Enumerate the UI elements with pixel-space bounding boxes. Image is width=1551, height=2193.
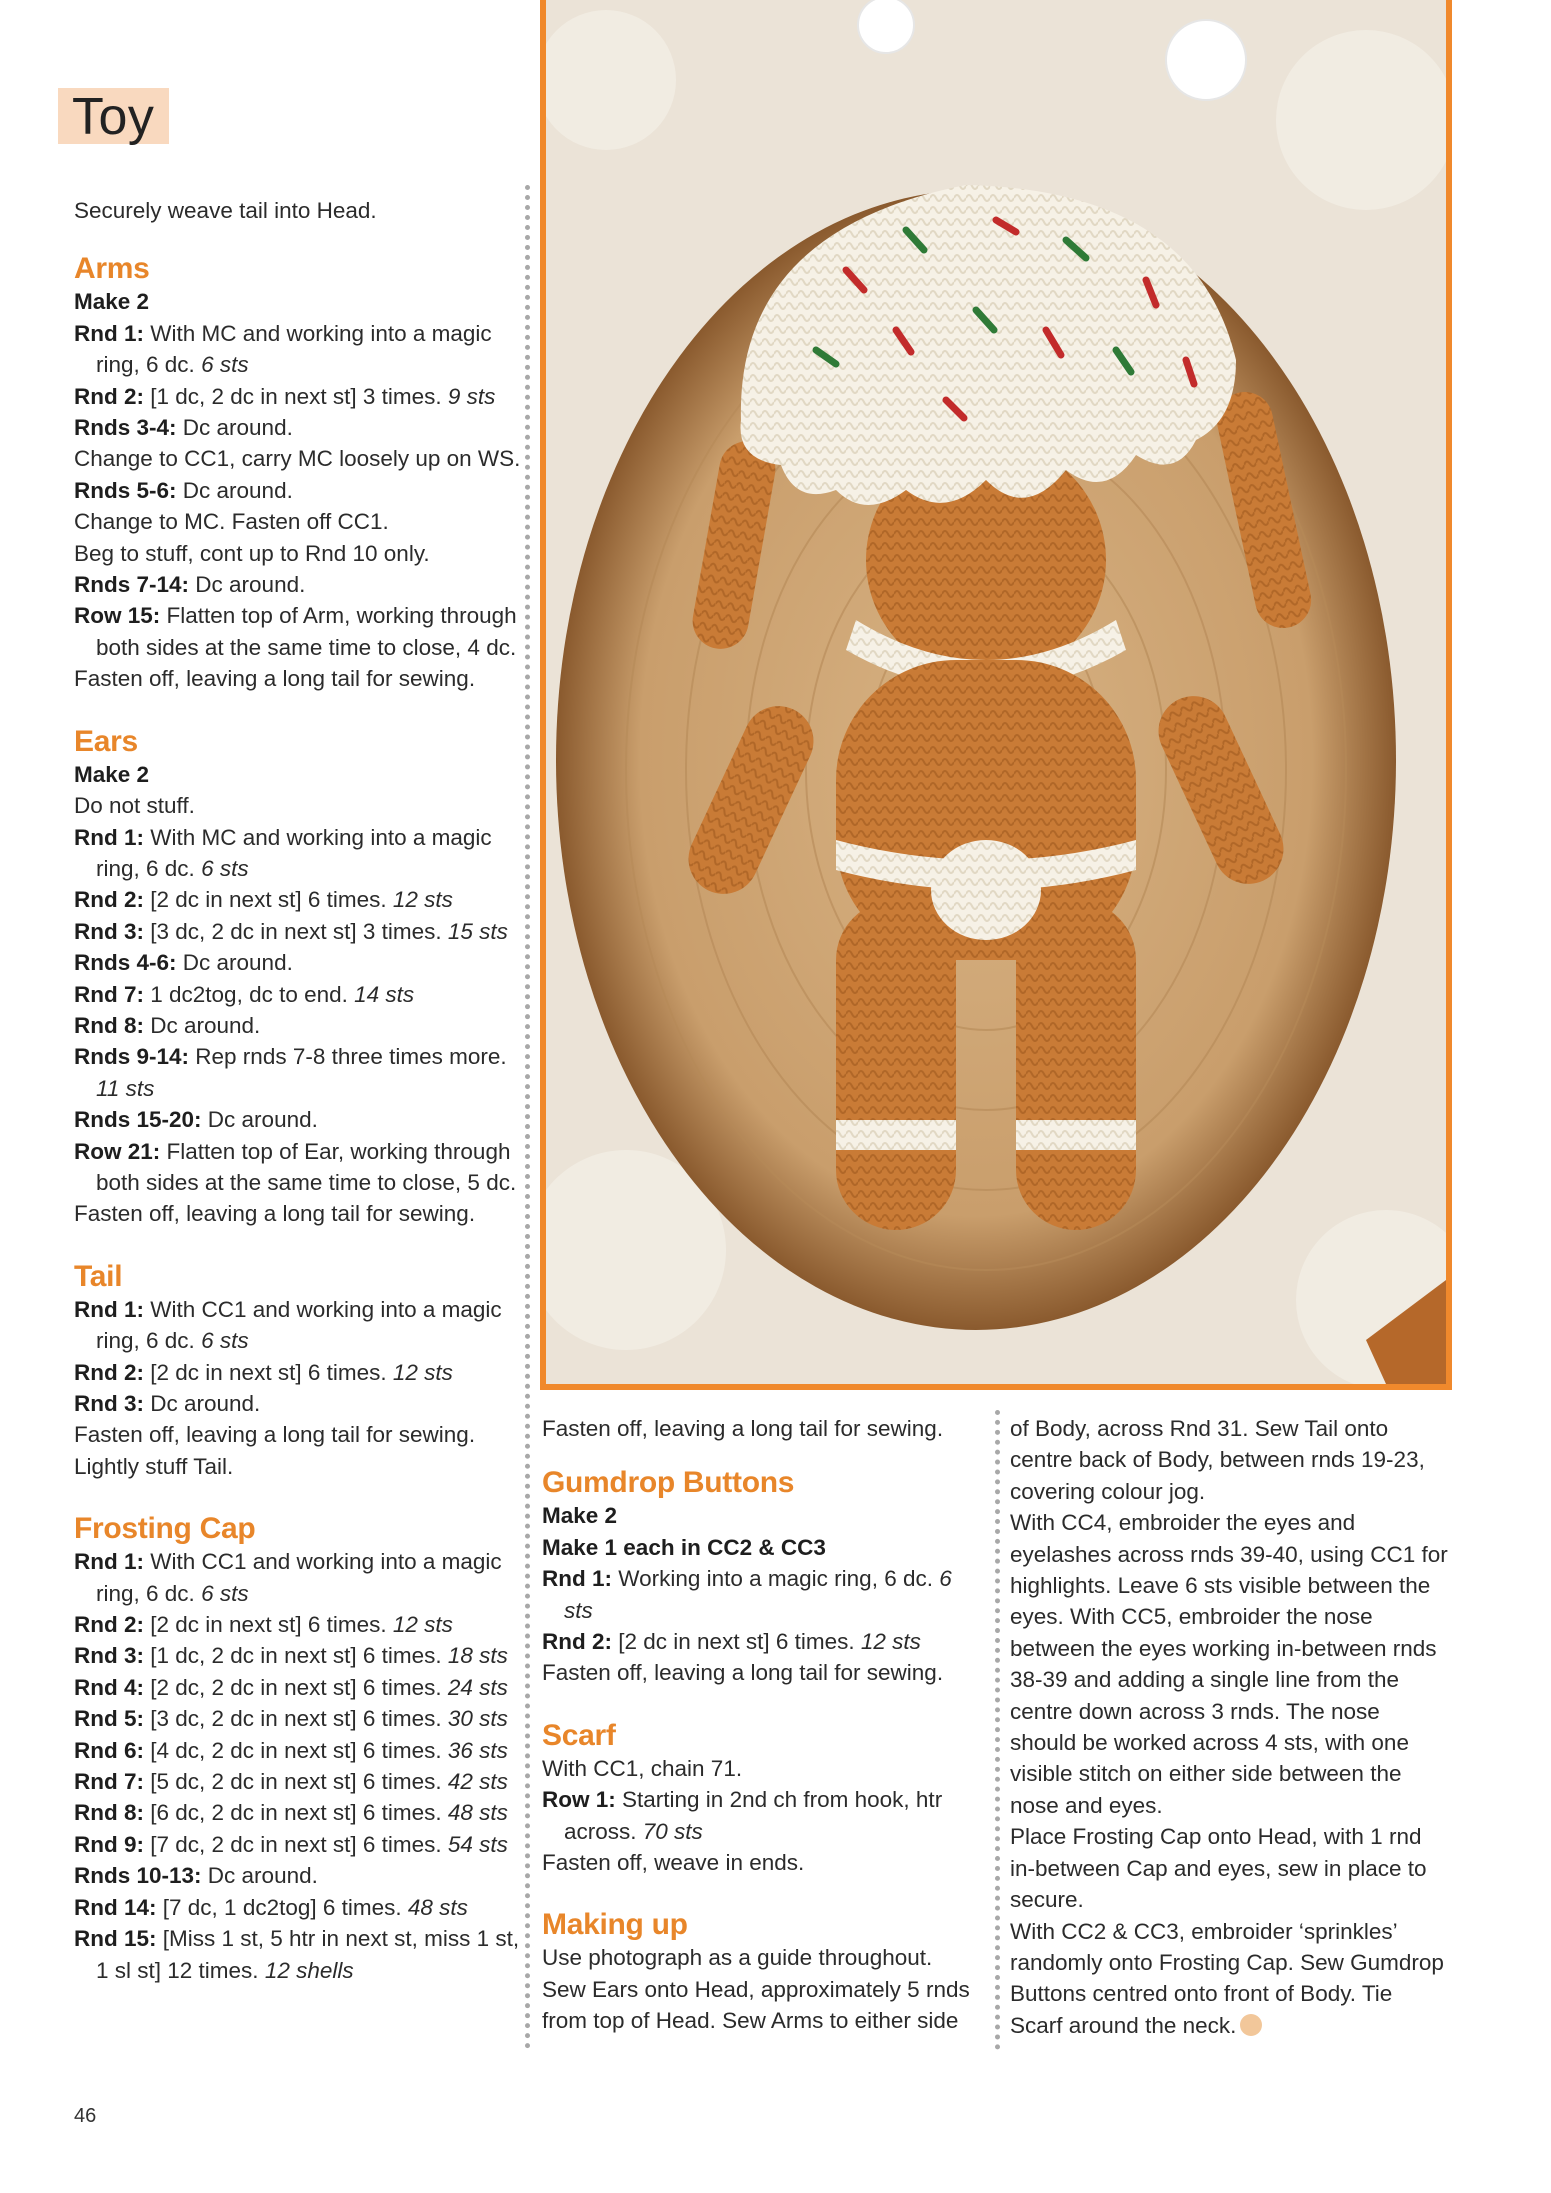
instruction-line [74, 381, 522, 412]
instruction-line [74, 1357, 522, 1388]
stitch-count: 12 shells [264, 1957, 354, 1983]
round-label: Row 15: [74, 603, 161, 629]
instruction-text: With MC and working into a magic ring, 6 dc. [96, 320, 492, 378]
instruction-line [74, 1766, 522, 1797]
round-label: Rnds 3-4: [74, 415, 177, 441]
instruction-text: Fasten off, leaving a long tail for sewing. [74, 1201, 476, 1227]
round-label: Rnd 4: [74, 1674, 144, 1700]
instruction-line [74, 1388, 522, 1419]
round-label: Rnd 1: [74, 1549, 144, 1575]
instruction-text: Dc around. [201, 1863, 318, 1889]
instruction-text: Dc around. [176, 950, 293, 976]
scarf-instructions [542, 1753, 982, 1879]
ears-instructions [74, 790, 522, 1230]
instruction-text: Flatten top of Ear, working through both sides at the same time to close, 5 dc. [96, 1138, 517, 1195]
round-label: Rnd 1: [74, 824, 144, 850]
gumdrop-make: Make 2 [542, 1503, 618, 1529]
instruction-line [74, 790, 522, 821]
scarf-heading: Scarf [542, 1718, 616, 1752]
instruction-text: [3 dc, 2 dc in next st] 6 times. [144, 1706, 448, 1732]
paragraph-text: With CC2 & CC3, embroider ‘sprinkles’ randomly onto Frosting Cap. Sew Gumdrop Buttons centred onto front of Body. Tie Scarf around the neck. [1010, 1918, 1444, 2038]
end-mark-icon [1240, 2014, 1262, 2036]
instruction-line [74, 1797, 522, 1828]
instruction-text: Dc around. [144, 1012, 261, 1038]
round-label: Rnds 7-14: [74, 572, 190, 598]
stitch-count: 6 sts [201, 352, 249, 378]
instruction-line [74, 1136, 522, 1199]
round-label: Rnd 14: [74, 1894, 157, 1920]
instruction-line [74, 663, 522, 694]
paragraph [542, 1942, 982, 1973]
round-label: Rnd 3: [74, 918, 144, 944]
stitch-count: 6 sts [201, 855, 249, 881]
paragraph [1010, 1916, 1450, 2042]
stitch-count: 48 sts [447, 1800, 508, 1826]
instruction-text: Fasten off, leaving a long tail for sewing. [74, 666, 476, 692]
instruction-line [542, 1847, 982, 1878]
stitch-count: 36 sts [447, 1737, 508, 1763]
instruction-text: Dc around. [144, 1391, 261, 1416]
gumdrop-make-colours: Make 1 each in CC2 & CC3 [542, 1534, 826, 1560]
instruction-text: [4 dc, 2 dc in next st] 6 times. [144, 1737, 448, 1763]
stitch-count: 14 sts [354, 981, 415, 1007]
ears-heading: Ears [74, 724, 138, 758]
round-label: Rnd 7: [74, 981, 144, 1007]
round-label: Row 1: [542, 1787, 616, 1813]
instruction-line [74, 318, 522, 381]
stitch-count: 6 sts [564, 1566, 952, 1623]
round-label: Rnd 3: [74, 1643, 144, 1669]
stitch-count: 18 sts [447, 1643, 508, 1669]
instruction-text: Change to CC1, carry MC loosely up on WS. [74, 446, 521, 472]
instruction-text: [2 dc in next st] 6 times. [144, 1612, 393, 1638]
instruction-text: Working into a magic ring, 6 dc. [612, 1566, 940, 1592]
round-label: Rnd 2: [74, 1612, 144, 1638]
gumdrop-instructions [542, 1563, 982, 1689]
instruction-line [74, 600, 522, 663]
gumdrop-intro: Fasten off, leaving a long tail for sewing. [542, 1416, 944, 1441]
instruction-text: Flatten top of Arm, working through both sides at the same time to close, 4 dc. [96, 603, 517, 660]
instruction-text: Dc around. [176, 415, 293, 441]
instruction-line [74, 412, 522, 443]
stitch-count: 12 sts [392, 1359, 453, 1385]
intro-text: Securely weave tail into Head. [74, 198, 377, 223]
round-label: Rnd 1: [542, 1566, 612, 1592]
round-label: Rnd 2: [74, 887, 144, 913]
stitch-count: 6 sts [201, 1580, 249, 1606]
instruction-text: With CC1 and working into a magic ring, 6 dc. [96, 1296, 502, 1354]
instruction-text: Beg to stuff, cont up to Rnd 10 only. [74, 540, 430, 566]
instruction-line [542, 1784, 982, 1847]
instruction-line [74, 947, 522, 978]
instruction-text: Fasten off, leaving a long tail for sewing. [542, 1660, 944, 1686]
instruction-line [74, 1419, 522, 1450]
section-title: Toy [72, 88, 155, 146]
paragraph [1010, 1413, 1450, 1507]
round-label: Rnd 1: [74, 320, 144, 346]
frosting-instructions [74, 1546, 522, 1986]
column-divider [995, 1410, 1000, 2050]
instruction-text: 1 dc2tog, dc to end. [144, 981, 355, 1007]
paragraph-text: Use photograph as a guide throughout. [542, 1945, 933, 1971]
instruction-line [542, 1626, 982, 1657]
round-label: Rnd 15: [74, 1926, 157, 1952]
round-label: Rnds 9-14: [74, 1044, 190, 1070]
instruction-text: [3 dc, 2 dc in next st] 3 times. [144, 918, 448, 944]
stitch-count: 70 sts [642, 1818, 703, 1844]
instruction-text: [7 dc, 1 dc2tog] 6 times. [156, 1894, 408, 1920]
round-label: Rnd 6: [74, 1737, 144, 1763]
instruction-line [74, 1041, 522, 1104]
instruction-text: Dc around. [201, 1107, 318, 1133]
instruction-text: [2 dc, 2 dc in next st] 6 times. [144, 1674, 448, 1700]
instruction-text: Dc around. [176, 477, 293, 503]
column-2 [542, 1413, 982, 2037]
instruction-text: [7 dc, 2 dc in next st] 6 times. [144, 1831, 448, 1857]
stitch-count: 12 sts [860, 1629, 921, 1655]
instruction-line [74, 475, 522, 506]
gumdrop-heading: Gumdrop Buttons [542, 1466, 795, 1500]
round-label: Rnd 3: [74, 1391, 144, 1416]
stitch-count: 48 sts [407, 1894, 468, 1920]
instruction-text: [5 dc, 2 dc in next st] 6 times. [144, 1769, 448, 1795]
instruction-text: Change to MC. Fasten off CC1. [74, 509, 389, 535]
stitch-count: 9 sts [447, 383, 496, 409]
instruction-line [74, 884, 522, 915]
instruction-line [74, 1829, 522, 1860]
round-label: Rnds 10-13: [74, 1863, 202, 1889]
stitch-count: 15 sts [447, 918, 508, 944]
round-label: Rnd 9: [74, 1831, 144, 1857]
round-label: Rnd 2: [74, 383, 144, 409]
round-label: Rnd 1: [74, 1296, 144, 1322]
arms-make: Make 2 [74, 289, 150, 315]
instruction-text: Rep rnds 7-8 three times more. [189, 1044, 507, 1070]
instruction-text: Starting in 2nd ch from hook, htr across. [564, 1787, 943, 1844]
round-label: Rnd 2: [74, 1359, 144, 1385]
round-label: Row 21: [74, 1138, 161, 1164]
instruction-line [74, 1640, 522, 1671]
instruction-text: [2 dc in next st] 6 times. [144, 887, 393, 913]
instruction-text: With CC1 and working into a magic ring, 6 dc. [96, 1549, 502, 1606]
instruction-line [74, 1294, 522, 1357]
paragraph [1010, 1507, 1450, 1821]
instruction-text: With CC1, chain 71. [542, 1755, 743, 1781]
round-label: Rnds 5-6: [74, 477, 177, 503]
making-up-heading: Making up [542, 1908, 688, 1942]
stitch-count: 12 sts [392, 1612, 453, 1638]
paragraph-text: Place Frosting Cap onto Head, with 1 rnd in-between Cap and eyes, sew in place to secure. [1010, 1824, 1427, 1913]
instruction-line [74, 1892, 522, 1923]
instruction-line [74, 1703, 522, 1734]
instruction-line [74, 1860, 522, 1891]
arms-heading: Arms [74, 252, 150, 286]
round-label: Rnds 4-6: [74, 950, 177, 976]
round-label: Rnd 8: [74, 1800, 144, 1826]
instruction-text: [Miss 1 st, 5 htr in next st, miss 1 st, 1 sl st] 12 times. [96, 1926, 520, 1983]
round-label: Rnds 15-20: [74, 1107, 202, 1133]
instruction-text: [1 dc, 2 dc in next st] 6 times. [144, 1643, 448, 1669]
instruction-text: With MC and working into a magic ring, 6 dc. [96, 824, 492, 881]
instruction-line [74, 1609, 522, 1640]
arms-instructions [74, 318, 522, 695]
instruction-line [74, 916, 522, 947]
making-up-continued [1010, 1413, 1450, 2041]
stitch-count: 12 sts [392, 887, 453, 913]
paragraph-text: With CC4, embroider the eyes and eyelashes across rnds 39-40, using CC1 for highlights. Leave 6 sts visible between the eyes. With CC5, embroider the nose between the eyes working in-between rnds 38-39 and adding a single line from the centre down across 3 rnds. The nose should be worked across 4 sts, with one visible stitch on either side between the nose and eyes. [1010, 1510, 1448, 1818]
column-divider [525, 185, 530, 2050]
stitch-count: 42 sts [447, 1769, 508, 1795]
instruction-text: Fasten off, weave in ends. [542, 1850, 805, 1876]
stitch-count: 30 sts [447, 1706, 508, 1732]
frosting-heading: Frosting Cap [74, 1512, 256, 1546]
instruction-line [74, 538, 522, 569]
making-up-instructions [542, 1942, 982, 2036]
tail-instructions [74, 1294, 522, 1482]
tail-heading: Tail [74, 1259, 123, 1293]
instruction-line [74, 1735, 522, 1766]
instruction-text: Fasten off, leaving a long tail for sewing. [74, 1422, 476, 1448]
paragraph-text: Sew Ears onto Head, approximately 5 rnds from top of Head. Sew Arms to either side [542, 1976, 970, 2034]
instruction-line [74, 1010, 522, 1041]
stitch-count: 11 sts [96, 1075, 155, 1101]
instruction-line [74, 1546, 522, 1609]
page-number: 46 [74, 2105, 97, 2127]
instruction-line [74, 1104, 522, 1135]
stitch-count: 24 sts [447, 1674, 508, 1700]
instruction-text: Lightly stuff Tail. [74, 1453, 234, 1479]
instruction-line [74, 1672, 522, 1703]
instruction-line [542, 1563, 982, 1626]
instruction-text: Do not stuff. [74, 793, 195, 819]
round-label: Rnd 8: [74, 1012, 144, 1038]
instruction-line [74, 1451, 522, 1482]
instruction-line [74, 569, 522, 600]
paragraph [1010, 1821, 1450, 1915]
instruction-line [542, 1753, 982, 1784]
instruction-text: [6 dc, 2 dc in next st] 6 times. [144, 1800, 448, 1826]
ears-make: Make 2 [74, 761, 150, 787]
instruction-line [74, 506, 522, 537]
column-3 [1010, 1413, 1450, 2041]
section-tag [58, 88, 169, 144]
instruction-line [74, 1923, 522, 1986]
paragraph [542, 1974, 982, 2037]
stitch-count: 6 sts [201, 1328, 249, 1354]
instruction-text: [2 dc in next st] 6 times. [612, 1629, 861, 1655]
photo-frame [540, 0, 1452, 1390]
gingerbread-amigurumi-photo [546, 0, 1446, 1384]
round-label: Rnd 7: [74, 1769, 144, 1795]
paragraph-text: of Body, across Rnd 31. Sew Tail onto centre back of Body, between rnds 19-23, covering colour jog. [1010, 1416, 1425, 1504]
instruction-line [74, 979, 522, 1010]
column-1 [74, 195, 522, 1986]
round-label: Rnd 5: [74, 1706, 144, 1732]
instruction-line [542, 1657, 982, 1688]
stitch-count: 54 sts [447, 1831, 508, 1857]
instruction-text: [2 dc in next st] 6 times. [144, 1359, 393, 1385]
instruction-line [74, 1198, 522, 1229]
instruction-text: [1 dc, 2 dc in next st] 3 times. [144, 383, 448, 409]
round-label: Rnd 2: [542, 1629, 612, 1655]
instruction-line [74, 822, 522, 885]
instruction-text: Dc around. [189, 572, 306, 598]
instruction-line [74, 443, 522, 474]
